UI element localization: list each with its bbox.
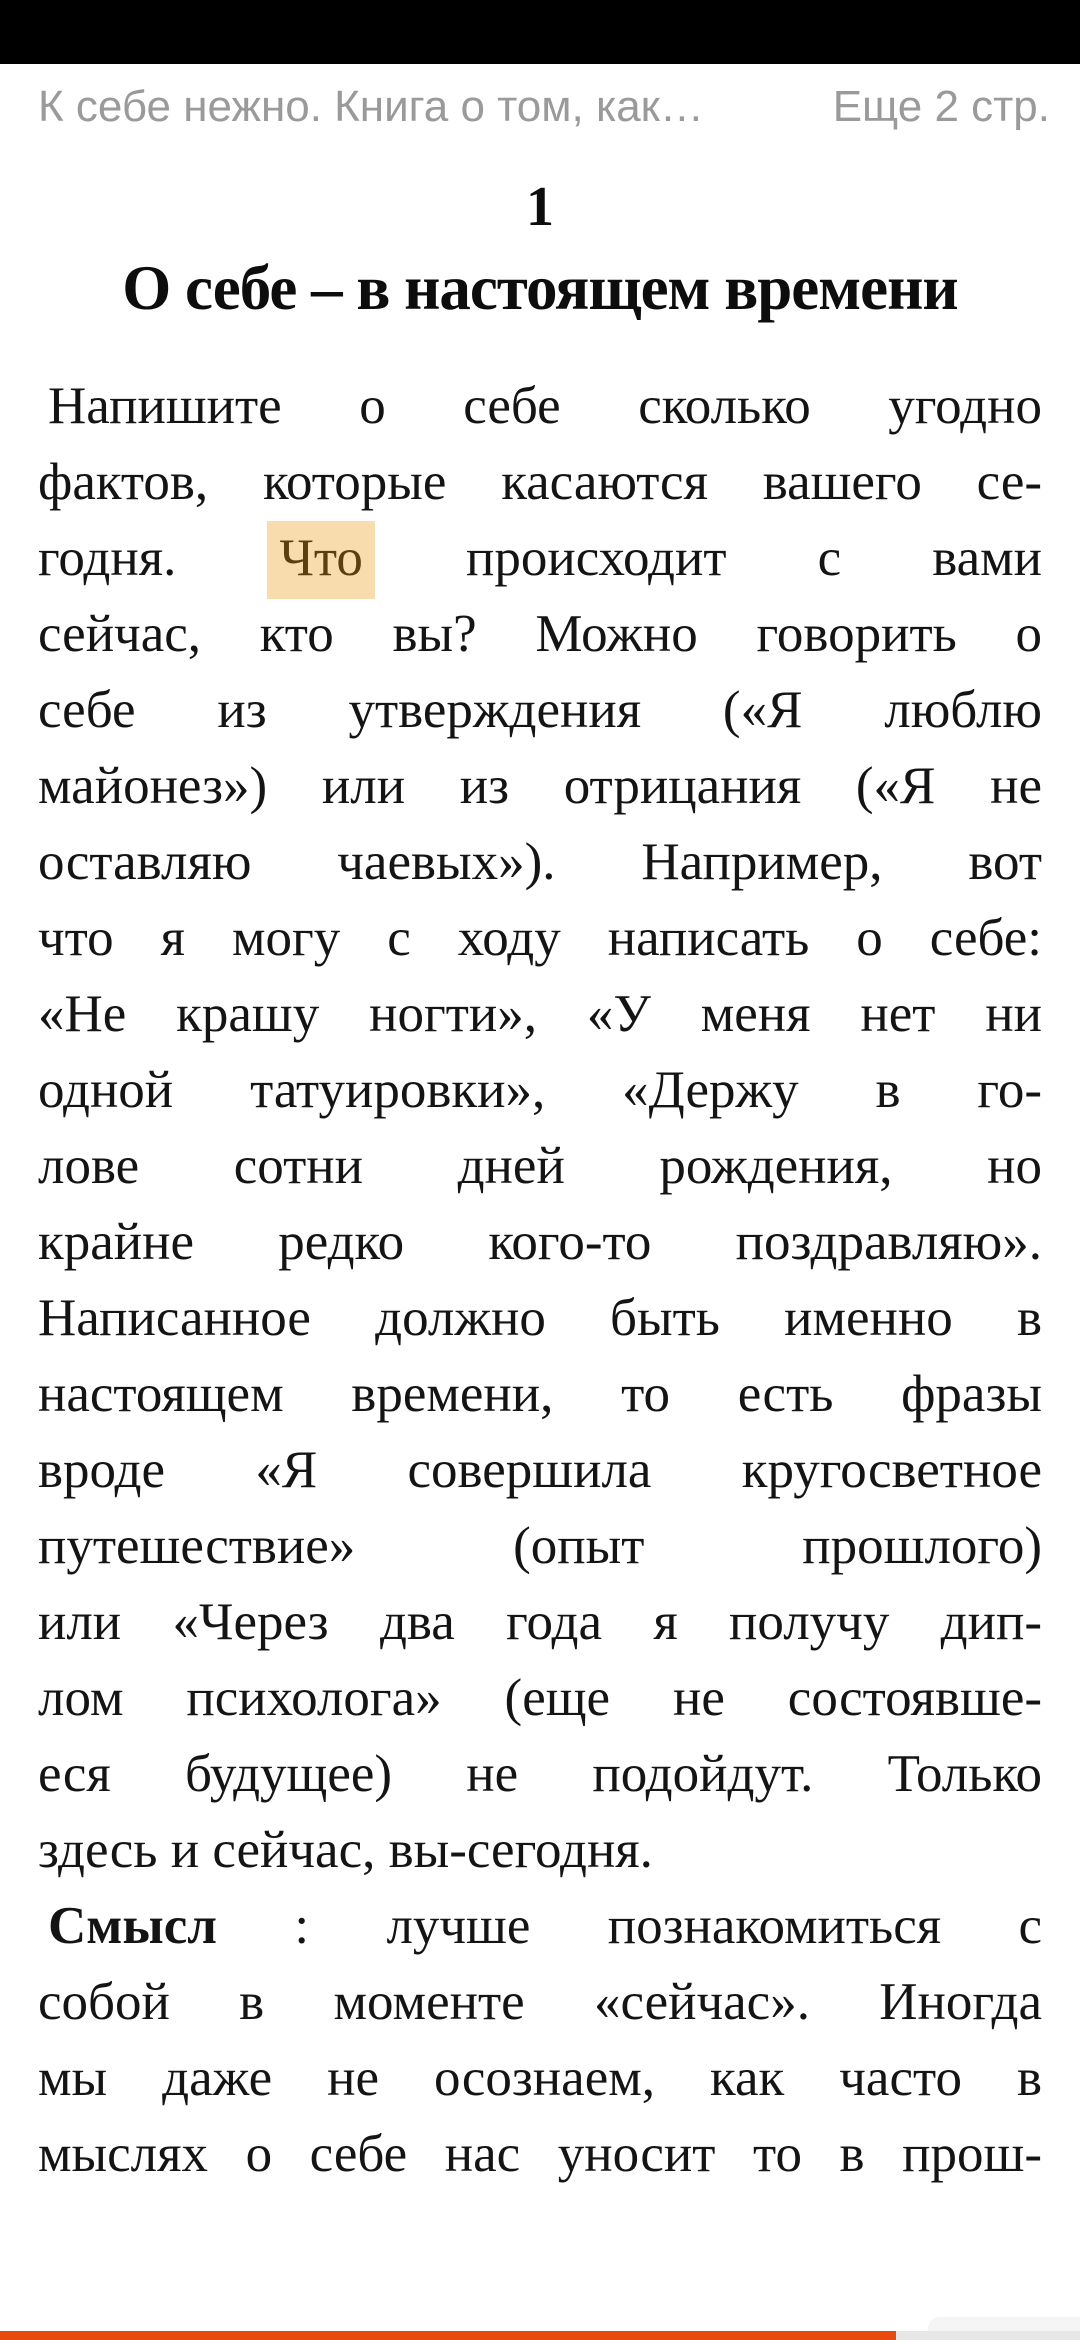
text-segment: фактов, которые касаются вашего се- <box>38 453 1042 511</box>
text-segment: здесь и сейчас, вы-сегодня. <box>38 1821 653 1879</box>
text-segment: сейчас, кто вы? Можно говорить о <box>38 605 1042 663</box>
text-segment: настоящем времени, то есть фразы <box>38 1365 1042 1423</box>
text-line <box>38 368 1042 444</box>
text-line <box>38 444 1042 520</box>
text-segment: оставляю чаевых»). Например, вот <box>38 833 1042 891</box>
text-segment: происходит с вами <box>374 529 1042 587</box>
text-segment: майонез») или из отрицания («Я не <box>38 757 1042 815</box>
text-segment: одной татуировки», «Держу в го- <box>38 1061 1042 1119</box>
progress-remainder <box>928 2317 1080 2331</box>
text-line <box>38 520 1042 596</box>
reading-progress-track[interactable] <box>0 2331 1080 2340</box>
pages-left-counter: Еще 2 стр. <box>832 82 1050 131</box>
reader-header <box>0 64 1080 150</box>
text-line <box>38 2116 1042 2192</box>
reading-progress-fill <box>0 2331 896 2340</box>
text-segment: себе из утверждения («Я люблю <box>38 681 1042 739</box>
text-line <box>38 1736 1042 1812</box>
text-line <box>38 1964 1042 2040</box>
text-line <box>38 596 1042 672</box>
text-line <box>38 900 1042 976</box>
text-segment: что я могу с ходу написать о себе: <box>38 909 1042 967</box>
text-line <box>38 1128 1042 1204</box>
text-line <box>38 1508 1042 1584</box>
text-segment: вроде «Я совершила кругосветное <box>38 1441 1042 1499</box>
chapter-number: 1 <box>526 176 554 238</box>
text-segment: крайне редко кого-то поздравляю». <box>38 1213 1042 1271</box>
bold-text: Смысл <box>48 1897 218 1955</box>
text-line <box>38 1204 1042 1280</box>
book-title: К себе нежно. Книга о том, как… <box>38 82 704 131</box>
text-line <box>38 1280 1042 1356</box>
chapter-title: О себе – в настоящем времени <box>122 253 958 323</box>
text-line <box>38 2040 1042 2116</box>
highlighted-word[interactable]: Что <box>267 521 374 599</box>
text-segment: Напишите о себе сколько угодно <box>48 377 1042 435</box>
text-segment: «Не крашу ногти», «У меня нет ни <box>38 985 1042 1043</box>
text-line <box>38 1432 1042 1508</box>
text-line <box>38 1356 1042 1432</box>
text-segment: : лучше познакомиться с <box>217 1897 1042 1955</box>
text-segment: еся будущее) не подойдут. Только <box>38 1745 1042 1803</box>
text-segment: мы даже не осознаем, как часто в <box>38 2049 1042 2107</box>
text-segment: или «Через два года я получу дип- <box>38 1593 1042 1651</box>
text-segment: лове сотни дней рождения, но <box>38 1137 1042 1195</box>
text-line <box>38 1812 1042 1888</box>
text-line <box>38 748 1042 824</box>
reading-area[interactable] <box>38 368 1042 2192</box>
text-line <box>38 1888 1042 1964</box>
text-line <box>38 1052 1042 1128</box>
status-bar <box>0 0 1080 64</box>
text-line <box>38 672 1042 748</box>
text-segment: собой в моменте «сейчас». Иногда <box>38 1973 1042 2031</box>
text-segment: Написанное должно быть именно в <box>38 1289 1042 1347</box>
text-segment: годня. <box>38 529 268 587</box>
text-line <box>38 976 1042 1052</box>
text-segment: путешествие» (опыт прошлого) <box>38 1517 1042 1575</box>
text-line <box>38 1660 1042 1736</box>
text-line <box>38 824 1042 900</box>
text-segment: мыслях о себе нас уносит то в прош- <box>38 2125 1042 2183</box>
text-segment: лом психолога» (еще не состоявше- <box>38 1669 1042 1727</box>
text-line <box>38 1584 1042 1660</box>
